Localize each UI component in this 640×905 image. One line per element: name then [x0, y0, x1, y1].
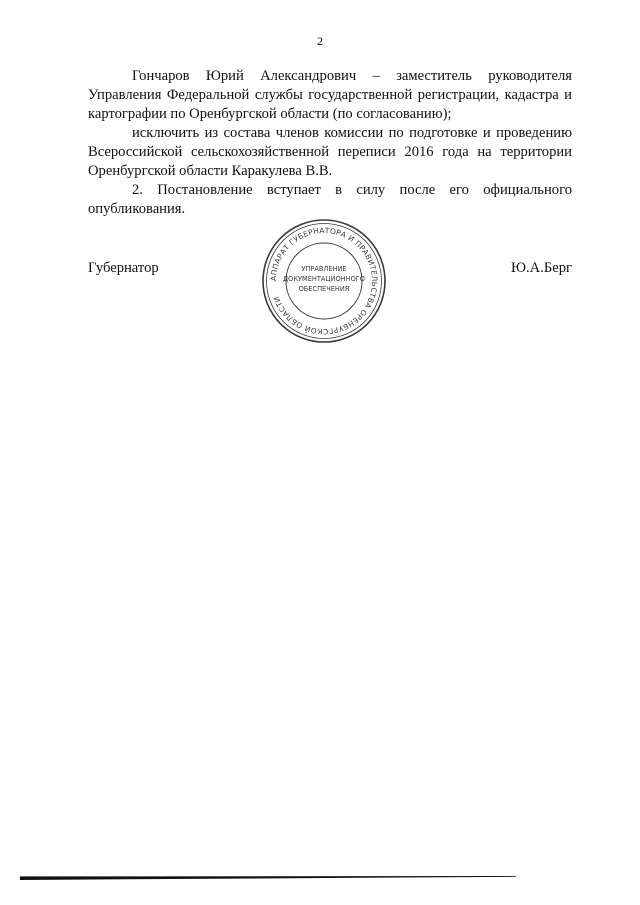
seal-center-line-2: ДОКУМЕНТАЦИОННОГО	[283, 275, 365, 283]
paragraph-goncharov: Гончаров Юрий Александрович – заместитель руководителя Управления Федеральной службы государственной регистрации, кадастра и картографии по Оренбургской области (по согласованию);	[88, 68, 572, 122]
paragraph-entry-into-force: 2. Постановление вступает в силу после его официального опубликования.	[88, 182, 572, 217]
bottom-rule	[20, 876, 516, 880]
signature-title: Губернатор	[88, 260, 159, 276]
paragraph-exclude-member: исключить из состава членов комиссии по подготовке и проведению Всероссийской сельскохозяйственной переписи 2016 года на территории Оренбургской области Каракулева В.В.	[88, 125, 572, 179]
document-body	[88, 67, 572, 219]
seal-center-line-3: ОБЕСПЕЧЕНИЯ	[298, 285, 350, 293]
page-number: 2	[317, 34, 323, 48]
seal-center-line-1: УПРАВЛЕНИЕ	[301, 265, 347, 273]
signature-name: Ю.А.Берг	[511, 260, 572, 276]
seal-ring-text: АППАРАТ ГУБЕРНАТОРА И ПРАВИТЕЛЬСТВА ОРЕНБУРГСКОЙ ОБЛАСТИ	[268, 225, 380, 337]
official-seal	[260, 217, 388, 345]
